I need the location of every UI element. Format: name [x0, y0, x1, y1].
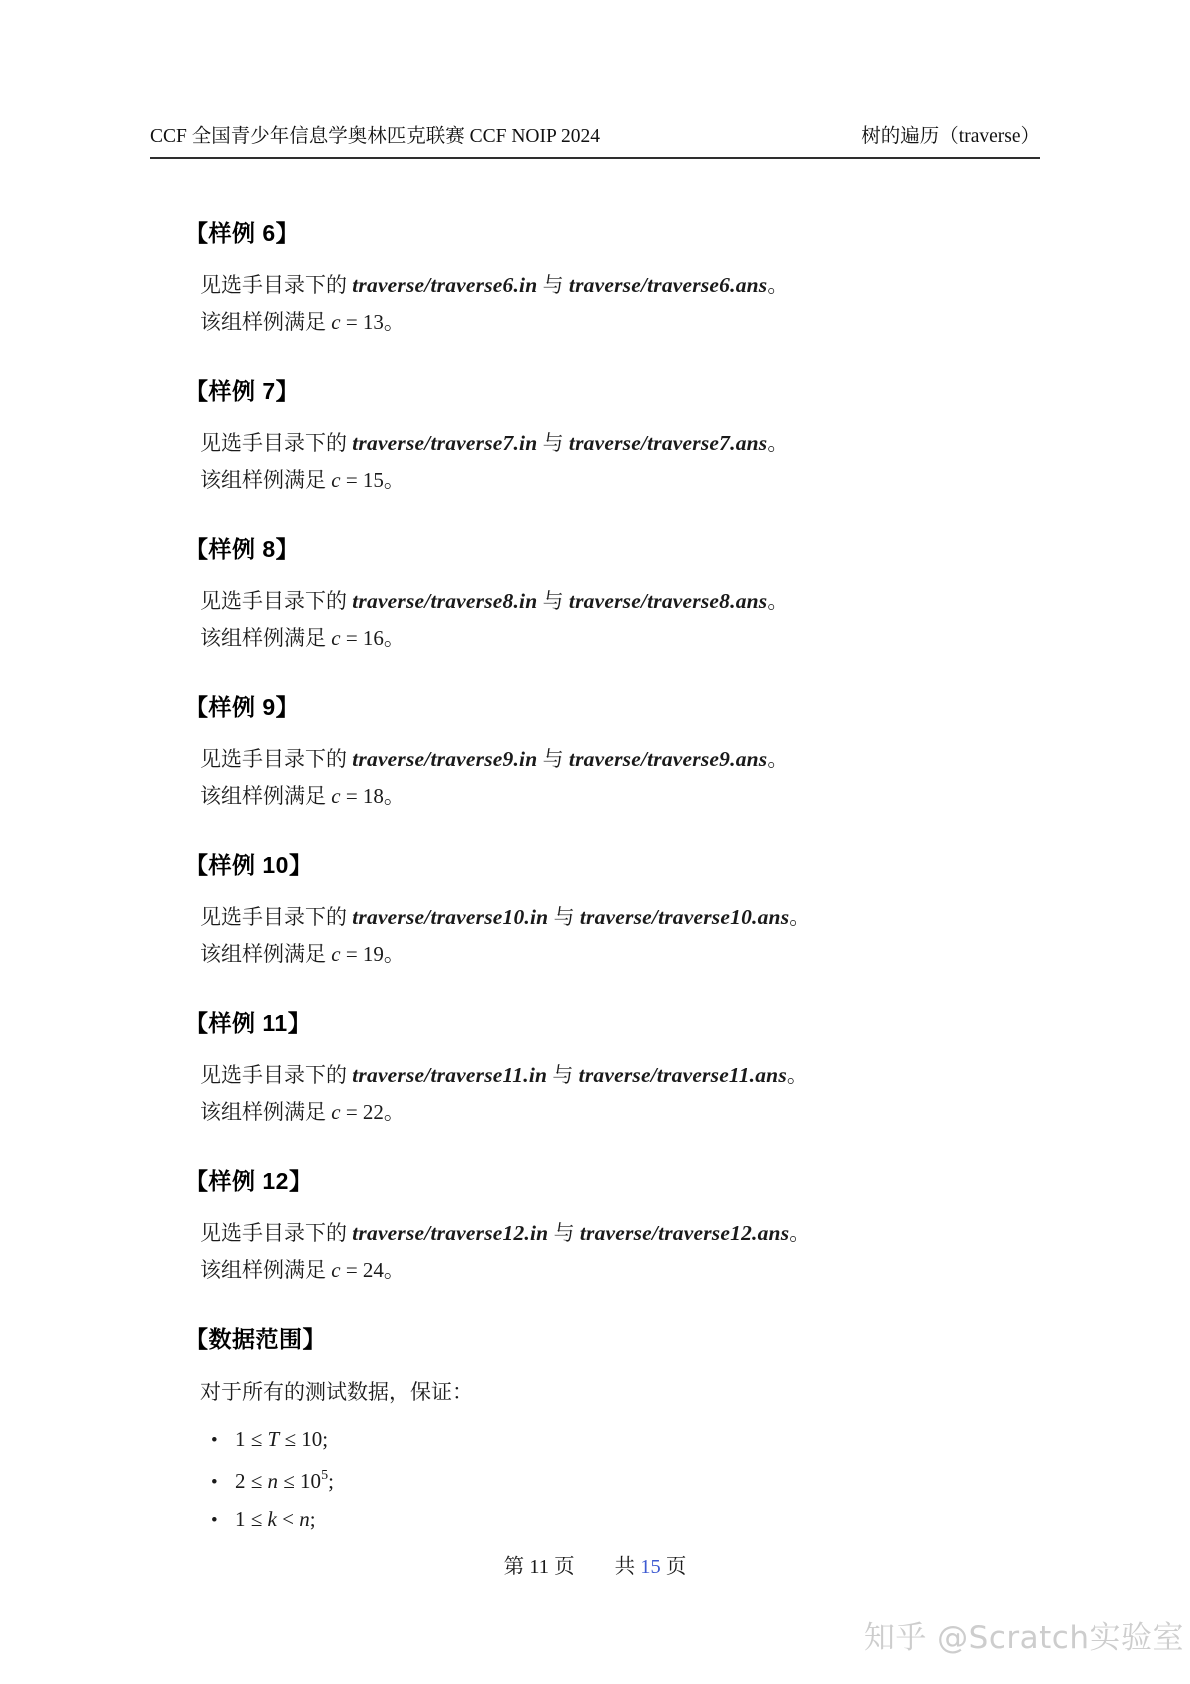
sample-constraint-line	[200, 936, 1040, 973]
constraint-mid: ≤ 10	[283, 1469, 322, 1493]
sample-input-filename: traverse/traverse6.in	[352, 273, 538, 297]
sample-heading: 【样例 11】	[185, 1010, 312, 1036]
sample-heading: 【样例 8】	[185, 536, 300, 562]
files-conjunction: 与	[542, 273, 564, 297]
files-conjunction: 与	[542, 589, 564, 613]
constraint-mid: <	[282, 1507, 294, 1531]
sentence-period: 。	[383, 468, 405, 492]
math-var-c: c	[331, 310, 341, 334]
samples-container	[185, 215, 1040, 1289]
constraint-tail: ;	[309, 1507, 316, 1531]
header-problem-title: 树的遍历（traverse）	[861, 126, 1040, 147]
constraint-tail: ;	[322, 1427, 329, 1451]
sentence-period: 。	[767, 747, 789, 771]
sample-c-value: 22	[362, 1100, 384, 1124]
equals-sign: =	[345, 1100, 358, 1124]
constraint-pre: 1 ≤	[235, 1427, 263, 1451]
equals-sign: =	[345, 626, 358, 650]
data-range-heading: 【数据范围】	[185, 1326, 326, 1352]
sentence-period: 。	[767, 589, 789, 613]
data-range-intro: 对于所有的测试数据，保证：	[200, 1380, 473, 1404]
sample-heading: 【样例 7】	[185, 378, 300, 404]
sample-section	[185, 215, 1040, 341]
sample-input-filename: traverse/traverse12.in	[352, 1221, 549, 1245]
sample-files-line	[200, 741, 1040, 778]
sample-answer-filename: traverse/traverse12.ans	[579, 1221, 790, 1245]
sentence-period: 。	[383, 310, 405, 334]
sample-answer-filename: traverse/traverse7.ans	[568, 431, 768, 455]
sample-constraint-line	[200, 304, 1040, 341]
total-page-group	[615, 1549, 687, 1579]
sample-files-line	[200, 899, 1040, 936]
current-page-number: 11	[529, 1556, 549, 1578]
math-var-c: c	[331, 626, 341, 650]
exponent: 5	[321, 1468, 329, 1483]
files-conjunction: 与	[553, 905, 575, 929]
files-intro-text: 见选手目录下的	[200, 905, 347, 929]
equals-sign: =	[345, 468, 358, 492]
sample-constraint-line	[200, 620, 1040, 657]
files-intro-text: 见选手目录下的	[200, 747, 347, 771]
equals-sign: =	[345, 942, 358, 966]
sample-constraint-line	[200, 462, 1040, 499]
files-conjunction: 与	[552, 1063, 574, 1087]
sentence-period: 。	[383, 626, 405, 650]
math-var-c: c	[331, 1100, 341, 1124]
total-prefix: 共	[614, 1556, 636, 1578]
sentence-period: 。	[383, 1100, 405, 1124]
sample-c-value: 16	[362, 626, 384, 650]
sample-heading: 【样例 10】	[185, 852, 313, 878]
math-var-T: T	[267, 1427, 280, 1451]
sample-constraint-line	[200, 778, 1040, 815]
constraint-prefix-text: 该组样例满足	[200, 784, 326, 808]
sample-heading: 【样例 6】	[185, 220, 300, 246]
sentence-period: 。	[767, 431, 789, 455]
footer-total-number[interactable]: 15	[640, 1556, 661, 1578]
constraint-item-k	[211, 1501, 1040, 1539]
constraint-prefix-text: 该组样例满足	[200, 942, 326, 966]
sentence-period: 。	[786, 1063, 808, 1087]
data-range-section	[185, 1321, 1040, 1539]
page-footer	[0, 1549, 1190, 1579]
files-intro-text: 见选手目录下的	[200, 431, 347, 455]
sample-input-filename: traverse/traverse11.in	[352, 1063, 548, 1087]
files-intro-text: 见选手目录下的	[200, 1221, 347, 1245]
sample-section	[185, 689, 1040, 815]
math-var-c: c	[331, 784, 341, 808]
constraint-pre: 2 ≤	[235, 1469, 263, 1493]
sample-section	[185, 1163, 1040, 1289]
sample-files-line	[200, 1057, 1040, 1094]
files-intro-text: 见选手目录下的	[200, 1063, 347, 1087]
math-var-n: n	[267, 1469, 279, 1493]
sample-files-line	[200, 1215, 1040, 1252]
constraint-item-n	[211, 1459, 1040, 1501]
sample-files-line	[200, 425, 1040, 462]
sample-input-filename: traverse/traverse10.in	[352, 905, 549, 929]
sample-heading: 【样例 9】	[185, 694, 300, 720]
math-var-c: c	[331, 1258, 341, 1282]
sample-section	[185, 531, 1040, 657]
sample-answer-filename: traverse/traverse8.ans	[568, 589, 768, 613]
math-var-k: k	[267, 1507, 277, 1531]
sentence-period: 。	[789, 1221, 811, 1245]
constraint-pre: 1 ≤	[235, 1507, 263, 1531]
constraints-list	[211, 1421, 1040, 1539]
sentence-period: 。	[383, 1258, 405, 1282]
sample-input-filename: traverse/traverse7.in	[352, 431, 538, 455]
constraint-prefix-text: 该组样例满足	[200, 626, 326, 650]
sample-c-value: 18	[362, 784, 384, 808]
constraint-mid: ≤ 10	[284, 1427, 323, 1451]
sample-constraint-line	[200, 1094, 1040, 1131]
files-conjunction: 与	[542, 747, 564, 771]
sentence-period: 。	[383, 784, 405, 808]
equals-sign: =	[345, 310, 358, 334]
sample-section	[185, 847, 1040, 973]
sample-input-filename: traverse/traverse8.in	[352, 589, 538, 613]
constraint-prefix-text: 该组样例满足	[200, 1100, 326, 1124]
math-var-c: c	[331, 942, 341, 966]
sample-c-value: 24	[362, 1258, 384, 1282]
files-intro-text: 见选手目录下的	[200, 273, 347, 297]
files-intro-text: 见选手目录下的	[200, 589, 347, 613]
sample-answer-filename: traverse/traverse6.ans	[568, 273, 768, 297]
page-suffix: 页	[554, 1556, 575, 1578]
math-var-c: c	[331, 468, 341, 492]
sentence-period: 。	[767, 273, 789, 297]
files-conjunction: 与	[542, 431, 564, 455]
sample-heading: 【样例 12】	[185, 1168, 313, 1194]
constraint-item-T	[211, 1421, 1040, 1459]
files-conjunction: 与	[553, 1221, 575, 1245]
watermark: 知乎 @Scratch实验室	[863, 1620, 1184, 1656]
sample-files-line	[200, 267, 1040, 304]
sample-files-line	[200, 583, 1040, 620]
math-var-n: n	[299, 1507, 310, 1531]
sample-input-filename: traverse/traverse9.in	[352, 747, 538, 771]
sample-answer-filename: traverse/traverse11.ans	[578, 1063, 787, 1087]
sentence-period: 。	[383, 942, 405, 966]
constraint-prefix-text: 该组样例满足	[200, 1258, 326, 1282]
constraint-tail: ;	[328, 1469, 334, 1493]
sample-c-value: 15	[362, 468, 384, 492]
sample-c-value: 19	[362, 942, 384, 966]
sample-answer-filename: traverse/traverse9.ans	[568, 747, 768, 771]
constraint-prefix-text: 该组样例满足	[200, 310, 326, 334]
sample-section	[185, 373, 1040, 499]
page-prefix: 第	[503, 1556, 525, 1578]
page-content	[185, 159, 1040, 1539]
current-page-group	[504, 1556, 575, 1578]
constraint-prefix-text: 该组样例满足	[200, 468, 326, 492]
total-suffix: 页	[665, 1556, 687, 1578]
sample-c-value: 13	[362, 310, 384, 334]
equals-sign: =	[345, 1258, 358, 1282]
sample-constraint-line	[200, 1252, 1040, 1289]
sample-answer-filename: traverse/traverse10.ans	[579, 905, 790, 929]
page-header	[150, 0, 1040, 159]
equals-sign: =	[345, 784, 358, 808]
header-contest-title: CCF 全国青少年信息学奥林匹克联赛 CCF NOIP 2024	[150, 126, 600, 147]
sentence-period: 。	[789, 905, 811, 929]
sample-section	[185, 1005, 1040, 1131]
